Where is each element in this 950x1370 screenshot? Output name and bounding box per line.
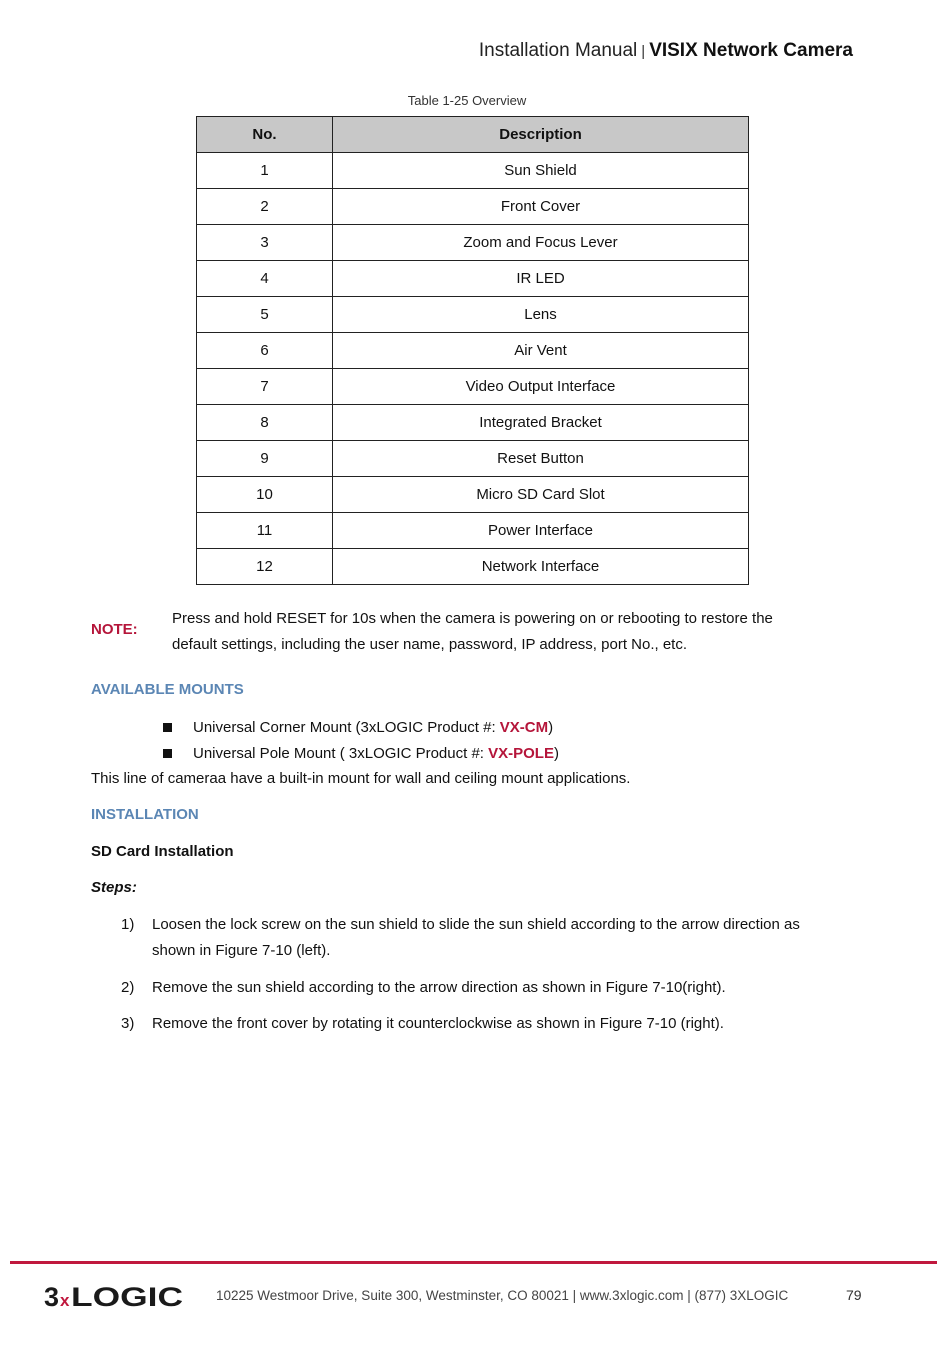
table-row — [197, 477, 749, 513]
cell-description: Integrated Bracket — [333, 405, 749, 441]
available-mounts-heading: AVAILABLE MOUNTS — [91, 681, 244, 698]
mounts-list — [163, 714, 559, 766]
column-header-no: No. — [197, 117, 333, 153]
step-number: 2) — [121, 979, 135, 996]
header-product-name: VISIX Network Camera — [649, 40, 853, 61]
cell-no: 12 — [197, 549, 333, 585]
cell-description: Video Output Interface — [333, 369, 749, 405]
cell-description: Front Cover — [333, 189, 749, 225]
table-row — [197, 153, 749, 189]
list-item — [121, 1011, 841, 1037]
mount-suffix: ) — [553, 744, 559, 762]
cell-description: Lens — [333, 297, 749, 333]
step-number: 1) — [121, 916, 135, 933]
step-text — [152, 912, 800, 964]
cell-description: Sun Shield — [333, 153, 749, 189]
svg-text:3: 3 — [44, 1282, 60, 1311]
cell-description: Zoom and Focus Lever — [333, 225, 749, 261]
table-row — [197, 297, 749, 333]
cell-no: 4 — [197, 261, 333, 297]
cell-no: 1 — [197, 153, 333, 189]
list-item — [121, 912, 841, 964]
installation-heading: INSTALLATION — [91, 806, 199, 823]
footer-address: 10225 Westmoor Drive, Suite 300, Westminster, CO 80021 | www.3xlogic.com | (877) 3XLOGIC — [216, 1288, 789, 1303]
list-item — [121, 975, 841, 1001]
list-item — [163, 740, 559, 766]
column-header-description: Description — [333, 117, 749, 153]
note-line: Press and hold RESET for 10s when the camera is powering on or rebooting to restore the — [172, 610, 773, 627]
table-header-row — [197, 117, 749, 153]
cell-no: 9 — [197, 441, 333, 477]
cell-no: 3 — [197, 225, 333, 261]
mounts-paragraph: This line of cameraa have a built-in mount for wall and ceiling mount applications. — [91, 770, 631, 787]
cell-no: 5 — [197, 297, 333, 333]
mount-suffix: ) — [548, 718, 554, 736]
cell-no: 8 — [197, 405, 333, 441]
cell-description: Network Interface — [333, 549, 749, 585]
steps-label: Steps: — [91, 879, 137, 896]
table-row — [197, 549, 749, 585]
cell-description: Air Vent — [333, 333, 749, 369]
step-text: Remove the front cover by rotating it counterclockwise as shown in Figure 7-10 (right). — [152, 1015, 724, 1032]
mount-label: Universal Corner Mount (3xLOGIC Product #: — [193, 718, 500, 736]
table-row — [197, 333, 749, 369]
product-code: VX-POLE — [488, 744, 554, 762]
cell-no: 6 — [197, 333, 333, 369]
header-separator: | — [641, 43, 646, 60]
logo-icon — [44, 1281, 184, 1311]
step-number: 3) — [121, 1015, 135, 1032]
cell-no: 11 — [197, 513, 333, 549]
cell-description: Reset Button — [333, 441, 749, 477]
cell-description: Micro SD Card Slot — [333, 477, 749, 513]
cell-no: 2 — [197, 189, 333, 225]
note-line: default settings, including the user name, password, IP address, port No., etc. — [172, 636, 688, 653]
note-text — [172, 606, 832, 658]
page-number: 79 — [846, 1287, 862, 1303]
cell-no: 7 — [197, 369, 333, 405]
cell-description: IR LED — [333, 261, 749, 297]
table-row — [197, 225, 749, 261]
table-row — [197, 369, 749, 405]
square-bullet-icon — [163, 749, 172, 758]
mount-label: Universal Pole Mount ( 3xLOGIC Product #: — [193, 744, 489, 762]
step-line: shown in Figure 7-10 (left). — [152, 942, 331, 959]
page-header — [479, 40, 853, 62]
overview-table — [196, 116, 749, 585]
cell-description: Power Interface — [333, 513, 749, 549]
step-text: Remove the sun shield according to the arrow direction as shown in Figure 7-10(right). — [152, 979, 726, 996]
table-row — [197, 405, 749, 441]
table-caption: Table 1-25 Overview — [407, 93, 527, 108]
svg-text:x: x — [60, 1291, 70, 1310]
svg-text:LOGIC: LOGIC — [71, 1282, 183, 1311]
mount-text — [193, 745, 559, 762]
header-manual-title: Installation Manual — [478, 40, 638, 61]
product-code: VX-CM — [499, 718, 549, 736]
step-line: Loosen the lock screw on the sun shield to slide the sun shield according to the arrow direction as — [152, 916, 800, 933]
table-row — [197, 261, 749, 297]
square-bullet-icon — [163, 723, 172, 732]
list-item — [163, 714, 559, 740]
cell-no: 10 — [197, 477, 333, 513]
footer-divider — [10, 1261, 937, 1264]
table-row — [197, 441, 749, 477]
table-row — [197, 189, 749, 225]
mount-text — [193, 719, 553, 736]
table-row — [197, 513, 749, 549]
note-label: NOTE: — [91, 621, 138, 638]
company-logo — [44, 1281, 184, 1311]
sd-card-subheading: SD Card Installation — [91, 843, 234, 860]
